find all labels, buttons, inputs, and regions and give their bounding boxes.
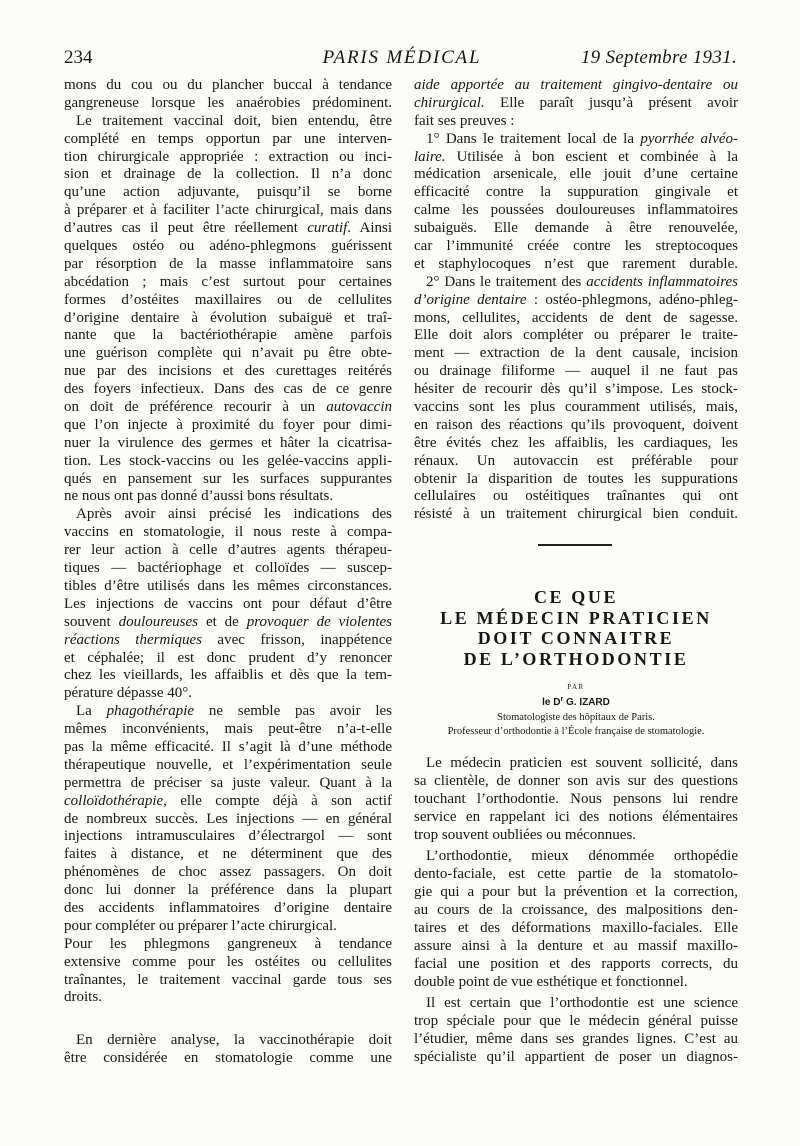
right-column-line: être évités chez les affaiblis, les cardiaques, les bbox=[414, 434, 738, 451]
right-column-line: calme les poussées douloureuses inflammatoires bbox=[414, 202, 738, 219]
left-column-line: des foyers infectieux. Dans des cas de ce genre bbox=[64, 381, 392, 398]
text-segment: La bbox=[76, 703, 107, 720]
left-column-line: une guérison complète qui n’avait pu être obte- bbox=[64, 345, 392, 362]
article-title-line: CE QUE bbox=[533, 587, 619, 607]
italic-text: pyorrhée alvéo- bbox=[640, 130, 738, 147]
section-divider bbox=[538, 544, 612, 546]
left-column-line: d’origine dentaire à évolution subaiguë et traî- bbox=[64, 309, 392, 326]
text-segment: Elle paraît jusqu’à présent avoir bbox=[484, 94, 738, 111]
left-column-line: ne nous ont pas donné d’aussi bons résultats. bbox=[64, 488, 334, 505]
italic-text: aide apportée au traitement gingivo-dentaire ou bbox=[414, 77, 738, 93]
text-segment: , elle compte déjà à son actif bbox=[163, 792, 392, 809]
italic-text: accidents inflammatoires bbox=[586, 273, 738, 290]
author-prefix: le D bbox=[542, 697, 561, 708]
text-segment: 1° Dans le traitement local de la bbox=[426, 130, 641, 147]
left-column-line: sion et drainage de la collection. Il n’a donc bbox=[64, 166, 392, 183]
left-column-line: tion chirurgicale appropriée : extraction ou inci- bbox=[64, 148, 392, 165]
italic-text: provoquer de violentes bbox=[246, 613, 392, 630]
journal-title: PARIS MÉDICAL bbox=[322, 47, 482, 68]
article-body-line: Le médecin praticien est souvent sollicité, dans bbox=[426, 755, 738, 771]
right-column-line: obtenir la disparition de toutes les suppurations bbox=[414, 470, 738, 487]
article-title-line: DE L’ORTHODONTIE bbox=[463, 649, 689, 670]
left-column-line: quelques ostéo ou adéno-phlegmons guérissent bbox=[64, 238, 392, 255]
right-column-line: cellulaires ou ostéitiques traînantes qui ont bbox=[414, 488, 738, 505]
left-column-line: droits. bbox=[64, 989, 102, 1006]
author-affiliation: Professeur d’orthodontie à l’École française de stomatologie. bbox=[447, 726, 705, 737]
article-body-line: taires et des déformations maxillo-faciales. Elle bbox=[414, 920, 738, 936]
right-column-line: subaiguës. Elle demande à être renouvelée, bbox=[414, 220, 738, 237]
left-column-line: Le traitement vaccinal doit, bien entendu, être bbox=[76, 112, 392, 129]
article-body-line: trop souvent oubliées ou méconnues. bbox=[414, 827, 637, 843]
left-column-line: nue par des incisions et des curettages reitérés bbox=[64, 363, 392, 380]
left-column-line bbox=[64, 614, 392, 632]
right-column-line: hésiter de recourir dès qu’il s’impose. Les stock- bbox=[414, 381, 738, 398]
left-column-line: injections intramusculaires d’électrargol — sont bbox=[64, 828, 392, 845]
author-affiliations bbox=[414, 711, 738, 739]
article-body-line: trop spéciale pour que le médecin général puisse bbox=[414, 1013, 738, 1029]
italic-text: d’origine dentaire bbox=[414, 291, 527, 308]
right-column-line: en raison des réactions qu’ils provoquent, doivent bbox=[414, 416, 738, 433]
left-column-line: être considérée en stomatologie comme une bbox=[64, 1050, 392, 1067]
left-column-line: chez les vieillards, les affaiblis et dès que la tem- bbox=[64, 667, 392, 684]
left-column-line: rer leur action à celle d’autres agents thérapeu- bbox=[64, 542, 392, 559]
right-column-line bbox=[414, 95, 738, 113]
issue-date: 19 Septembre 1931. bbox=[580, 47, 737, 68]
left-column-line: tibles d’être utilisés dans les mêmes circonstances. bbox=[64, 577, 392, 594]
italic-text: phagothérapie bbox=[106, 703, 195, 720]
article-body-line: l’étudier, même dans ses grandes lignes. C’est au bbox=[414, 1031, 738, 1047]
text-segment: Utilisée à bon escient et combinée à la bbox=[445, 148, 738, 165]
left-column-line: complété en temps opportun par une interven- bbox=[64, 130, 392, 147]
right-column-line: résisté à un traitement chirurgical bien conduit. bbox=[414, 506, 738, 523]
left-column-line: tion. Les stock-vaccins ou les gelée-vaccins appli- bbox=[64, 452, 392, 469]
text-segment: et de bbox=[198, 613, 247, 630]
italic-text: laire. bbox=[414, 148, 446, 165]
left-column-line: traînantes, le traitement vaccinal garde tous ses bbox=[64, 971, 392, 988]
text-segment: . Ainsi bbox=[347, 220, 392, 237]
left-column-line: mêmes inconvénients, mais peut-être n’a-t-elle bbox=[64, 721, 392, 738]
italic-text: colloïdothérapie bbox=[64, 792, 164, 809]
article-body-line: assure ainsi à la denture et au massif maxillo- bbox=[414, 938, 738, 954]
left-column-line: à préparer et à faciliter l’acte chirurgical, mais dans bbox=[64, 202, 392, 219]
right-column-line bbox=[414, 292, 738, 310]
text-segment: 2° Dans le traitement des bbox=[426, 273, 587, 290]
right-column-line: et staphylocoques n’est que rarement durable. bbox=[414, 255, 738, 272]
right-column-line: médication arsenicale, elle jouit d’une certaine bbox=[414, 166, 738, 183]
right-column-line: vaccins sont les plus couramment utilisés, mais, bbox=[414, 399, 738, 416]
left-column-line: que l’on injecte à proximité du foyer pour dimi- bbox=[64, 416, 392, 433]
left-column-line: nante que la bactériothérapie amène parfois bbox=[64, 327, 392, 344]
article-body-line: Il est certain que l’orthodontie est une science bbox=[426, 995, 738, 1011]
author-affiliation: Stomatologiste des hôpitaux de Paris. bbox=[497, 712, 655, 723]
left-column-line: et céphalée; il est donc prudent d’y renoncer bbox=[64, 649, 392, 666]
italic-text: chirurgical. bbox=[414, 94, 485, 111]
author-title-superscript: r bbox=[560, 696, 564, 703]
article-title-line: DOIT CONNAITRE bbox=[477, 628, 675, 649]
article-body bbox=[414, 754, 738, 1066]
article-body-line: gie qui a pour but la prévention et la correction, bbox=[414, 884, 738, 900]
author-surname: G. IZARD bbox=[563, 697, 610, 708]
left-column-line: de nombreux succès. Les injections — en général bbox=[64, 810, 392, 827]
left-column-line bbox=[64, 220, 392, 238]
left-column-line bbox=[64, 793, 392, 811]
article-body-line: dento-faciale, est cette partie de la stomatolo- bbox=[414, 866, 738, 882]
left-column-line: des accidents inflammatoires d’origine dentaire bbox=[64, 899, 392, 916]
right-column-line bbox=[414, 131, 738, 149]
left-column-line: faites à distance, et ne déterminent que des bbox=[64, 846, 392, 863]
left-column-line: mons du cou ou du plancher buccal à tendance bbox=[64, 77, 392, 93]
article-body-line: sa clientèle, de donner son avis sur des questions bbox=[414, 773, 738, 789]
left-column-line: abcédation ; mais c’est surtout pour certaines bbox=[64, 273, 392, 290]
right-column-line: efficacité contre la suppuration gingivale et bbox=[414, 184, 738, 201]
article-body-line: service en rappelant ici des notions élémentaires bbox=[414, 809, 738, 825]
left-column-line: gangreneuse lorsque les anaérobies prédominent. bbox=[64, 94, 392, 111]
left-column-line bbox=[64, 399, 392, 417]
italic-text: curatif bbox=[307, 220, 348, 237]
right-column-line: mons, cellulites, accidents de dent de sagesse. bbox=[414, 309, 738, 326]
text-segment: d’autres cas il peut être réellement bbox=[64, 220, 308, 237]
article-body-line: touchant l’orthodontie. Nous pensons lui rendre bbox=[414, 791, 738, 807]
left-column-line: Les injections de vaccins ont pour défaut d’être bbox=[64, 595, 392, 612]
left-column-line: extensive comme pour les ostéites ou cellulites bbox=[64, 953, 392, 970]
right-column-line bbox=[414, 274, 738, 292]
left-column-line: formes d’ostéites maxillaires ou de cellulites bbox=[64, 291, 392, 308]
left-column-line: qu’une action adjuvante, puisqu’il se borne bbox=[64, 184, 392, 201]
italic-text: réactions thermiques bbox=[64, 631, 202, 648]
left-column-line: pour compléter ou préparer l’acte chirurgical. bbox=[64, 917, 337, 934]
left-column-line: Après avoir ainsi précisé les indications des bbox=[76, 506, 392, 523]
left-column-line: donc lui donner la préférence dans la plupart bbox=[64, 882, 392, 899]
text-segment: on doit de préférence recourir à un bbox=[64, 399, 327, 416]
left-column-line: tiques — bactériophage et colloïdes — suscep- bbox=[64, 560, 392, 577]
right-column bbox=[414, 77, 738, 524]
left-column-line: vaccins en stomatologie, il nous reste à compa- bbox=[64, 524, 392, 541]
right-column-line: fait ses preuves : bbox=[414, 112, 515, 129]
right-column-line bbox=[414, 77, 738, 95]
article-body-line: double point de vue esthétique et fonctionnel. bbox=[414, 974, 688, 990]
left-column-line: Pour les phlegmons gangreneux à tendance bbox=[64, 935, 392, 952]
right-column-line: rénaux. Un autovaccin est préférable pour bbox=[414, 452, 738, 469]
article-title-line: LE MÉDECIN PRATICIEN bbox=[440, 607, 712, 628]
left-column-line bbox=[64, 703, 392, 721]
left-column-line: En dernière analyse, la vaccinothérapie doit bbox=[76, 1032, 392, 1049]
article-body-line: au cours de la croissance, des malpositions den- bbox=[414, 902, 738, 918]
left-column-line: permettra de préciser sa juste valeur. Quant à la bbox=[64, 774, 392, 791]
italic-text: autovaccin bbox=[326, 399, 392, 416]
page-number: 234 bbox=[64, 47, 93, 68]
right-column-line: Elle doit alors compléter ou préparer le traite- bbox=[414, 327, 738, 344]
article-body-line: spécialiste qu’il appartient de poser un diagnos- bbox=[414, 1049, 738, 1065]
left-column-line: par résorption de la masse inflammatoire sans bbox=[64, 255, 392, 272]
left-column-line bbox=[64, 632, 392, 650]
right-column-line: ment — extraction de la dent causale, incision bbox=[414, 345, 738, 362]
left-column bbox=[64, 77, 392, 1068]
text-segment: avec frisson, inappétence bbox=[201, 631, 392, 648]
left-column-line: phénomènes de choc assez passagers. On doit bbox=[64, 864, 392, 881]
left-column-line: nuer la virulence des germes et hâter la cicatrisa- bbox=[64, 434, 392, 451]
text-segment: ne semble pas avoir les bbox=[194, 703, 392, 720]
left-column-line: thérapeutique nouvelle, et l’expérimentation seule bbox=[64, 756, 392, 773]
italic-text: douloureuses bbox=[118, 613, 199, 630]
right-column-line bbox=[414, 149, 738, 167]
article-body-line: facial une position et des rapports corrects, du bbox=[414, 956, 738, 972]
article-body-line: L’orthodontie, mieux dénommée orthopédie bbox=[426, 848, 738, 864]
left-column-line: qués en pansement sur les surfaces suppurantes bbox=[64, 470, 392, 487]
author-name bbox=[414, 697, 738, 708]
right-column-line: car l’immunité créée contre les streptocoques bbox=[414, 238, 738, 255]
right-column-line: ou drainage filiforme — auquel il ne faut pas bbox=[414, 363, 738, 380]
article-title bbox=[414, 587, 738, 670]
left-column-line: pérature dépasse 40°. bbox=[64, 685, 193, 702]
text-segment: : ostéo-phlegmons, adéno-phleg- bbox=[526, 291, 738, 308]
byline-par: PAR bbox=[567, 683, 585, 691]
left-column-line: pas la même efficacité. Il s’agit là d’une méthode bbox=[64, 738, 392, 755]
text-segment: souvent bbox=[64, 613, 119, 630]
